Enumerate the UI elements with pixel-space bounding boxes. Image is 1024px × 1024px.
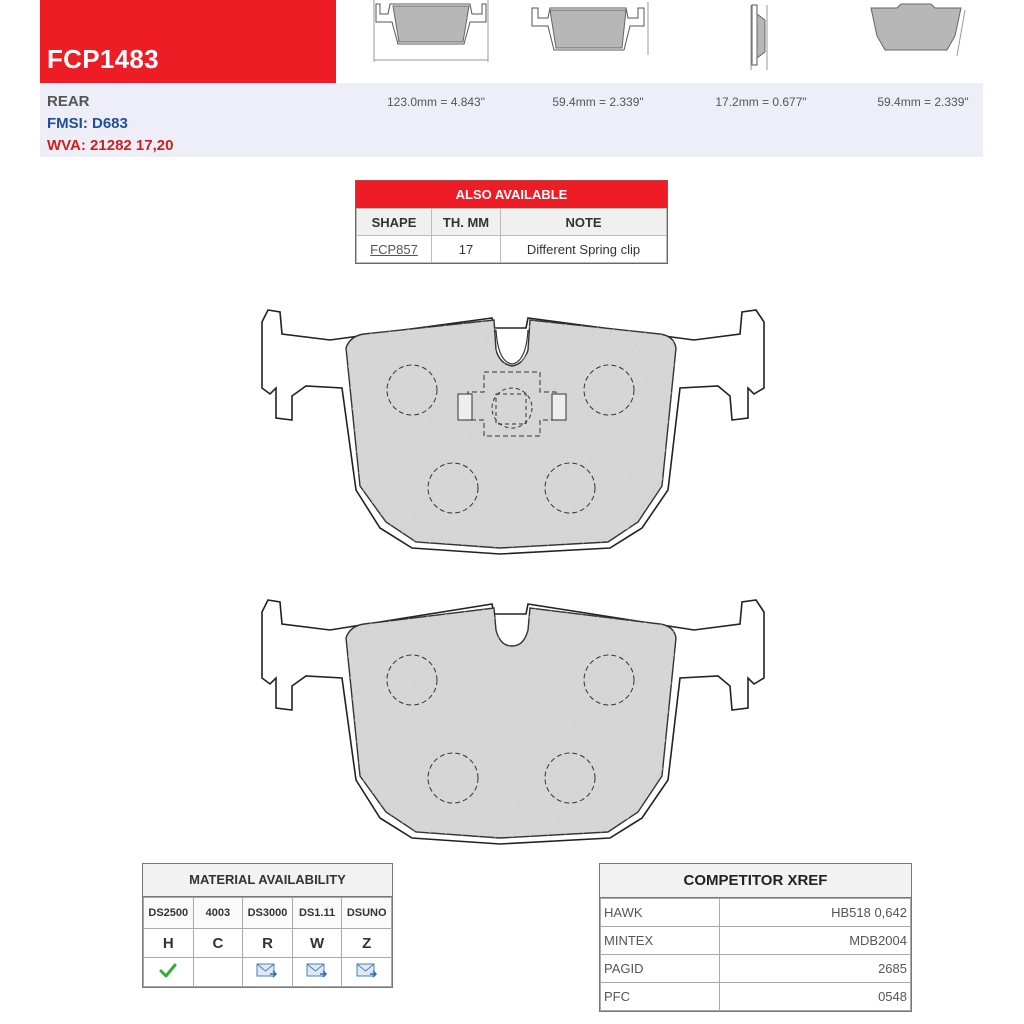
material-letter: C — [193, 929, 243, 958]
competitor-brand: MINTEX — [601, 927, 720, 955]
competitor-ref: 2685 — [720, 955, 911, 983]
competitor-xref-title: COMPETITOR XREF — [600, 864, 911, 898]
check-icon — [159, 962, 177, 978]
shape-link-fcp857[interactable]: FCP857 — [370, 241, 418, 257]
also-available-panel — [355, 180, 668, 264]
col-thickness: TH. MM — [432, 209, 501, 236]
note-value: Different Spring clip — [501, 236, 667, 263]
dimension-height: 59.4mm = 2.339" — [552, 95, 644, 109]
competitor-ref: 0548 — [720, 983, 911, 1011]
info-band — [40, 83, 983, 157]
material-table — [143, 897, 392, 987]
table-row — [601, 983, 911, 1011]
table-row — [357, 236, 667, 263]
material-availability-title: MATERIAL AVAILABILITY — [143, 864, 392, 897]
thickness-view-thumbnail — [721, 0, 781, 83]
competitor-ref: HB518 0,642 — [720, 899, 911, 927]
material-code: 4003 — [193, 898, 243, 929]
material-code: DS1.11 — [292, 898, 342, 929]
pad-technical-drawing — [0, 290, 1024, 850]
dimension-thickness: 17.2mm = 0.677" — [715, 95, 807, 109]
material-code: DS3000 — [243, 898, 293, 929]
axle-position: REAR — [47, 93, 90, 110]
lower-pad-drawing — [262, 600, 764, 844]
mail-icon[interactable] — [256, 962, 278, 978]
competitor-brand: HAWK — [601, 899, 720, 927]
also-available-title: ALSO AVAILABLE — [356, 181, 667, 208]
view-thumbnails — [336, 0, 983, 83]
dimension-height-angled: 59.4mm = 2.339" — [877, 95, 969, 109]
wva-code: WVA: 21282 17,20 — [47, 137, 174, 154]
col-shape: SHAPE — [357, 209, 432, 236]
table-row — [601, 927, 911, 955]
material-letter: W — [292, 929, 342, 958]
material-code: DSUNO — [342, 898, 392, 929]
front-view-thumbnail — [366, 0, 496, 83]
material-letter: R — [243, 929, 293, 958]
fmsi-code: FMSI: D683 — [47, 115, 128, 132]
table-row — [601, 955, 911, 983]
angled-view-thumbnail — [861, 0, 981, 83]
competitor-brand: PAGID — [601, 955, 720, 983]
material-letter: Z — [342, 929, 392, 958]
upper-pad-drawing — [262, 310, 764, 554]
mail-icon[interactable] — [356, 962, 378, 978]
part-code-banner — [40, 0, 336, 83]
col-note: NOTE — [501, 209, 667, 236]
material-code: DS2500 — [144, 898, 194, 929]
material-letter: H — [144, 929, 194, 958]
mail-icon[interactable] — [306, 962, 328, 978]
thickness-value: 17 — [432, 236, 501, 263]
competitor-ref: MDB2004 — [720, 927, 911, 955]
material-availability-panel — [142, 863, 393, 988]
dimension-length: 123.0mm = 4.843" — [387, 95, 485, 109]
also-available-table — [356, 208, 667, 263]
competitor-brand: PFC — [601, 983, 720, 1011]
side-view-thumbnail — [526, 0, 656, 83]
competitor-xref-panel — [599, 863, 912, 1012]
table-row — [601, 899, 911, 927]
competitor-xref-table — [600, 898, 911, 1011]
part-code: FCP1483 — [47, 44, 159, 74]
